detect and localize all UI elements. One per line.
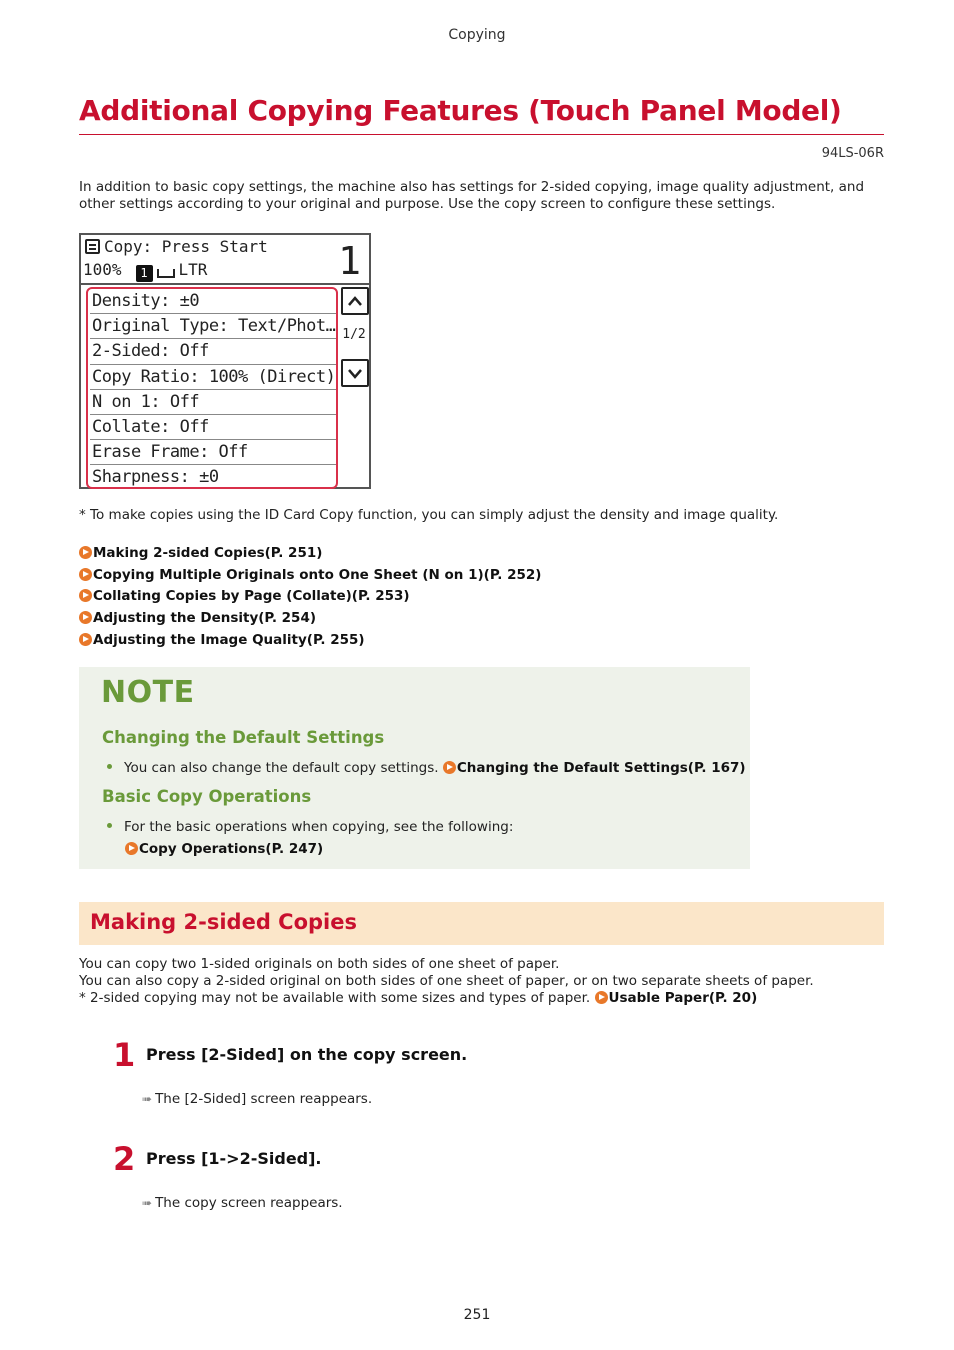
section-line-2: You can also copy a 2-sided original on both sides of one sheet of paper, or on two separate sheets of paper. [79,973,814,989]
copy-screen-illustration [79,233,371,489]
copy-count: 1 [338,239,361,283]
note-item-text: You can also change the default copy settings. [124,760,439,776]
section-note-text: * 2-sided copying may not be available with some sizes and types of paper. [79,990,591,1006]
link-arrow-icon [79,568,92,581]
title-divider [79,134,884,135]
link-label: Copying Multiple Originals onto One Sheet (N on 1)(P. 252) [93,566,542,583]
setting-erase-frame[interactable]: Erase Frame: Off [90,440,336,465]
scroll-up-button[interactable] [341,287,369,315]
copy-status [85,237,268,256]
id-card-footnote: * To make copies using the ID Card Copy function, you can simply adjust the density and image quality. [79,507,779,523]
chevron-down-icon [347,366,363,380]
copy-icon [85,239,100,254]
document-id: 94LS-06R [821,146,884,161]
scroll-down-button[interactable] [341,359,369,387]
note-item-basic-operations [107,819,513,835]
link-label: Adjusting the Image Quality(P. 255) [93,631,365,648]
link-changing-defaults[interactable] [443,760,746,776]
bullet-icon [107,823,112,828]
setting-sharpness[interactable]: Sharpness: ±0 [92,467,219,488]
link-label: Usable Paper(P. 20) [608,990,758,1006]
copy-info-line [83,260,207,282]
note-heading-default-settings: Changing the Default Settings [102,728,385,747]
result-arrow-icon: ➠ [142,1092,153,1106]
link-arrow-icon [79,546,92,559]
copy-status-text: Copy: Press Start [104,237,268,256]
setting-copy-ratio[interactable]: Copy Ratio: 100% (Direct) [90,365,336,390]
bullet-icon [107,764,112,769]
setting-2-sided[interactable]: 2-Sided: Off [90,339,336,364]
link-arrow-icon [79,611,92,624]
link-arrow-icon [443,761,456,774]
step-2-number: 2 [113,1140,136,1178]
link-label: Making 2-sided Copies(P. 251) [93,545,323,561]
setting-collate[interactable]: Collate: Off [90,415,336,440]
page-title: Additional Copying Features (Touch Panel Model) [79,94,842,127]
section-body [79,956,884,1007]
setting-original-type[interactable]: Original Type: Text/Phot… [90,314,336,339]
link-image-quality[interactable] [79,632,365,648]
link-label: Collating Copies by Page (Collate)(P. 253) [93,588,410,604]
step-1-text: Press [2-Sided] on the copy screen. [146,1045,468,1064]
link-arrow-icon [125,842,138,855]
link-n-on-1[interactable] [79,567,541,583]
link-label: Copy Operations(P. 247) [139,841,324,857]
chevron-up-icon [347,294,363,308]
section-header [79,902,884,945]
step-1-number: 1 [113,1036,136,1074]
zoom-value: 100% [83,260,122,279]
note-item-text: For the basic operations when copying, see the following: [124,819,514,835]
link-usable-paper[interactable] [595,990,758,1006]
result-arrow-icon: ➠ [142,1196,153,1210]
note-item-default-settings [107,760,746,776]
link-copy-operations[interactable] [125,841,323,857]
intro-paragraph: In addition to basic copy settings, the machine also has settings for 2-sided copying, image quality adjustment, and other settings according to your original and purpose. Use the copy screen to configure these settings. [79,179,865,212]
setting-n-on-1[interactable]: N on 1: Off [90,390,336,415]
step-2-result [142,1195,343,1211]
link-arrow-icon [79,633,92,646]
step-1-result-text: The [2-Sided] screen reappears. [155,1091,373,1107]
link-collate[interactable] [79,588,410,604]
section-line-1: You can copy two 1-sided originals on both sides of one sheet of paper. [79,956,560,972]
step-1-result [142,1091,372,1107]
copy-screen-header [81,235,369,285]
note-title: NOTE [101,675,195,710]
link-label: Changing the Default Settings(P. 167) [456,760,746,776]
setting-density[interactable]: Density: ±0 [90,289,336,314]
copy-screen-scrollbar [339,285,369,489]
link-label: Adjusting the Density(P. 254) [93,610,317,626]
running-header: Copying [448,27,506,43]
link-making-2-sided[interactable] [79,545,322,561]
link-arrow-icon [79,589,92,602]
step-2-text: Press [1->2-Sided]. [146,1149,322,1168]
page-number: 251 [463,1307,491,1323]
duplex-icon [157,269,175,278]
section-title: Making 2-sided Copies [90,910,357,934]
link-density[interactable] [79,610,316,626]
paper-size: LTR [178,260,208,279]
section-line-3 [79,990,884,1007]
copy-settings-list [86,287,338,489]
link-arrow-icon [595,991,608,1004]
note-heading-basic-operations: Basic Copy Operations [102,787,312,806]
note-box [79,667,750,869]
step-2-result-text: The copy screen reappears. [155,1195,343,1211]
page-indicator: 1/2 [342,327,366,342]
copies-badge: 1 [136,265,153,282]
